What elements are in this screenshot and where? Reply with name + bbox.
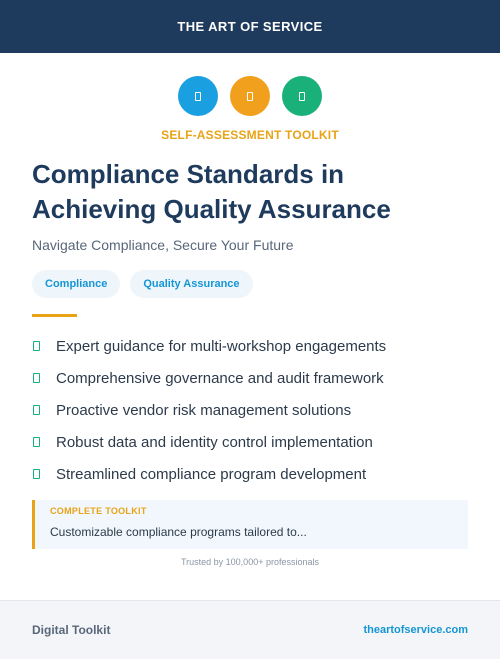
- list-item: [32, 426, 472, 458]
- check-icon: [33, 437, 40, 447]
- kicker-label: SELF-ASSESSMENT TOOLKIT: [161, 128, 339, 142]
- callout-text: Customizable compliance programs tailored to...: [50, 525, 307, 539]
- list-item: [32, 330, 472, 362]
- trust-note: Trusted by 100,000+ professionals: [180, 557, 319, 567]
- check-icon: [33, 373, 40, 383]
- toolkit-callout: [32, 500, 468, 549]
- icon-row: [0, 76, 500, 116]
- accent-divider: [32, 314, 77, 317]
- feature-text: Expert guidance for multi-workshop engagements: [56, 337, 387, 355]
- page-title: Compliance Standards in Achieving Quality Assurance: [32, 159, 391, 224]
- tag-compliance[interactable]: Compliance: [32, 270, 120, 298]
- check-icon: [33, 405, 40, 415]
- list-item: [32, 394, 472, 426]
- check-icon: [33, 469, 40, 479]
- website-link[interactable]: theartofservice.com: [363, 624, 468, 636]
- subtitle: Navigate Compliance, Secure Your Future: [32, 237, 294, 253]
- feature-text: Streamlined compliance program development: [56, 465, 367, 483]
- document-icon: [230, 76, 270, 116]
- feature-text: Comprehensive governance and audit framework: [56, 369, 384, 387]
- feature-list: [32, 330, 472, 490]
- footer-bar: [0, 600, 500, 659]
- tag-quality-assurance[interactable]: Quality Assurance: [130, 270, 252, 298]
- check-icon: [33, 341, 40, 351]
- feature-text: Proactive vendor risk management solutions: [56, 401, 352, 419]
- feature-text: Robust data and identity control implementation: [56, 433, 373, 451]
- brand-name: THE ART OF SERVICE: [177, 19, 323, 34]
- callout-label: COMPLETE TOOLKIT: [50, 506, 147, 516]
- list-item: [32, 458, 472, 490]
- list-item: [32, 362, 472, 394]
- header-bar: [0, 0, 500, 53]
- document-icon: [282, 76, 322, 116]
- tag-list: [32, 270, 253, 298]
- document-icon: [178, 76, 218, 116]
- footer-label: Digital Toolkit: [32, 623, 111, 637]
